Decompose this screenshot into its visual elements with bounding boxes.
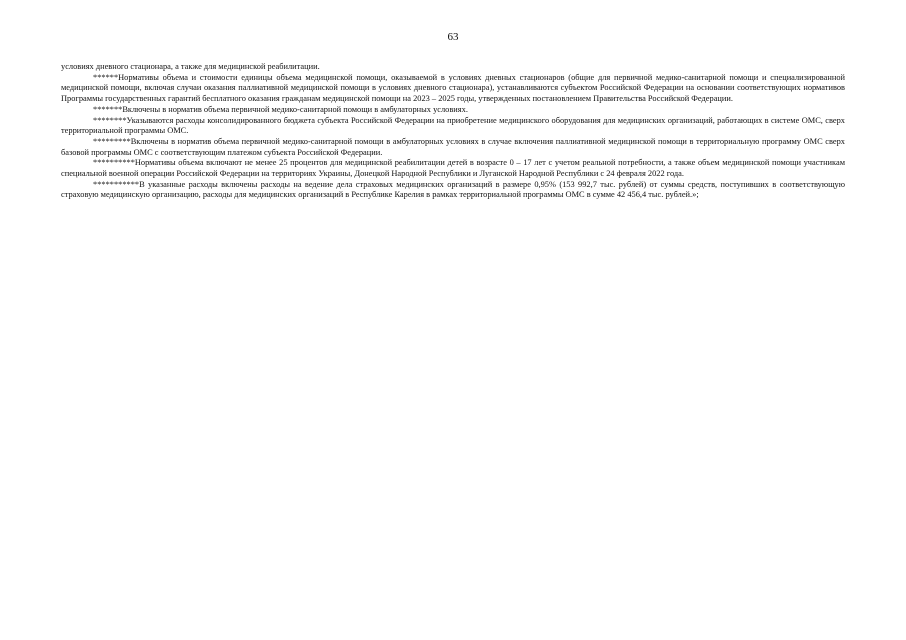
footnotes-block	[61, 62, 845, 201]
footnote-10: **********Нормативы объема включают не менее 25 процентов для медицинской реабилитации детей в возрасте 0 – 17 лет с учетом реальной потребности, а также объем медицинской помощи участникам специальной военной операции Российской Федерации на территориях Украины, Донецкой Народной Республики и Луганской Народной Республики с 24 февраля 2022 года.	[61, 158, 845, 179]
page-number: 63	[447, 31, 459, 43]
footnote-9: *********Включены в норматив объема первичной медико-санитарной помощи в амбулаторных условиях в случае включения паллиативной медицинской помощи в территориальную программу ОМС сверх базовой программы ОМС с соответствующим платежом субъекта Российской Федерации.	[61, 136, 845, 157]
footnote-8: ********Указываются расходы консолидированного бюджета субъекта Российской Федерации на приобретение медицинского оборудования для медицинских организаций, работающих в системе ОМС, сверх территориальной программы ОМС.	[61, 115, 845, 136]
footnote-7: *******Включены в норматив объема первичной медико-санитарной помощи в амбулаторных условиях.	[93, 104, 468, 114]
footnote-6: ******Нормативы объема и стоимости единицы объема медицинской помощи, оказываемой в условиях дневных стационаров (общие для первичной медико-санитарной помощи и специализированной медицинской помощи, включая случаи оказания паллиативной медицинской помощи в условиях дневного стационара), устанавливаются субъектом Российской Федерации на основании соответствующих нормативов Программы государственных гарантий бесплатного оказания гражданам медицинской помощи на 2023 – 2025 годы, утвержденных постановлением Правительства Российской Федерации.	[61, 72, 845, 104]
footnote-11: ***********В указанные расходы включены расходы на ведение дела страховых медицинских организаций в размере 0,95% (153 992,7 тыс. рублей) от суммы средств, поступивших в соответствующую страховую медицинскую организацию, расходы для медицинских организаций в Республике Карелия в рамках территориальной программы ОМС в сумме 42 456,4 тыс. рублей.»;	[61, 179, 845, 200]
footnote-continuation: условиях дневного стационара, а также для медицинской реабилитации.	[61, 62, 320, 71]
